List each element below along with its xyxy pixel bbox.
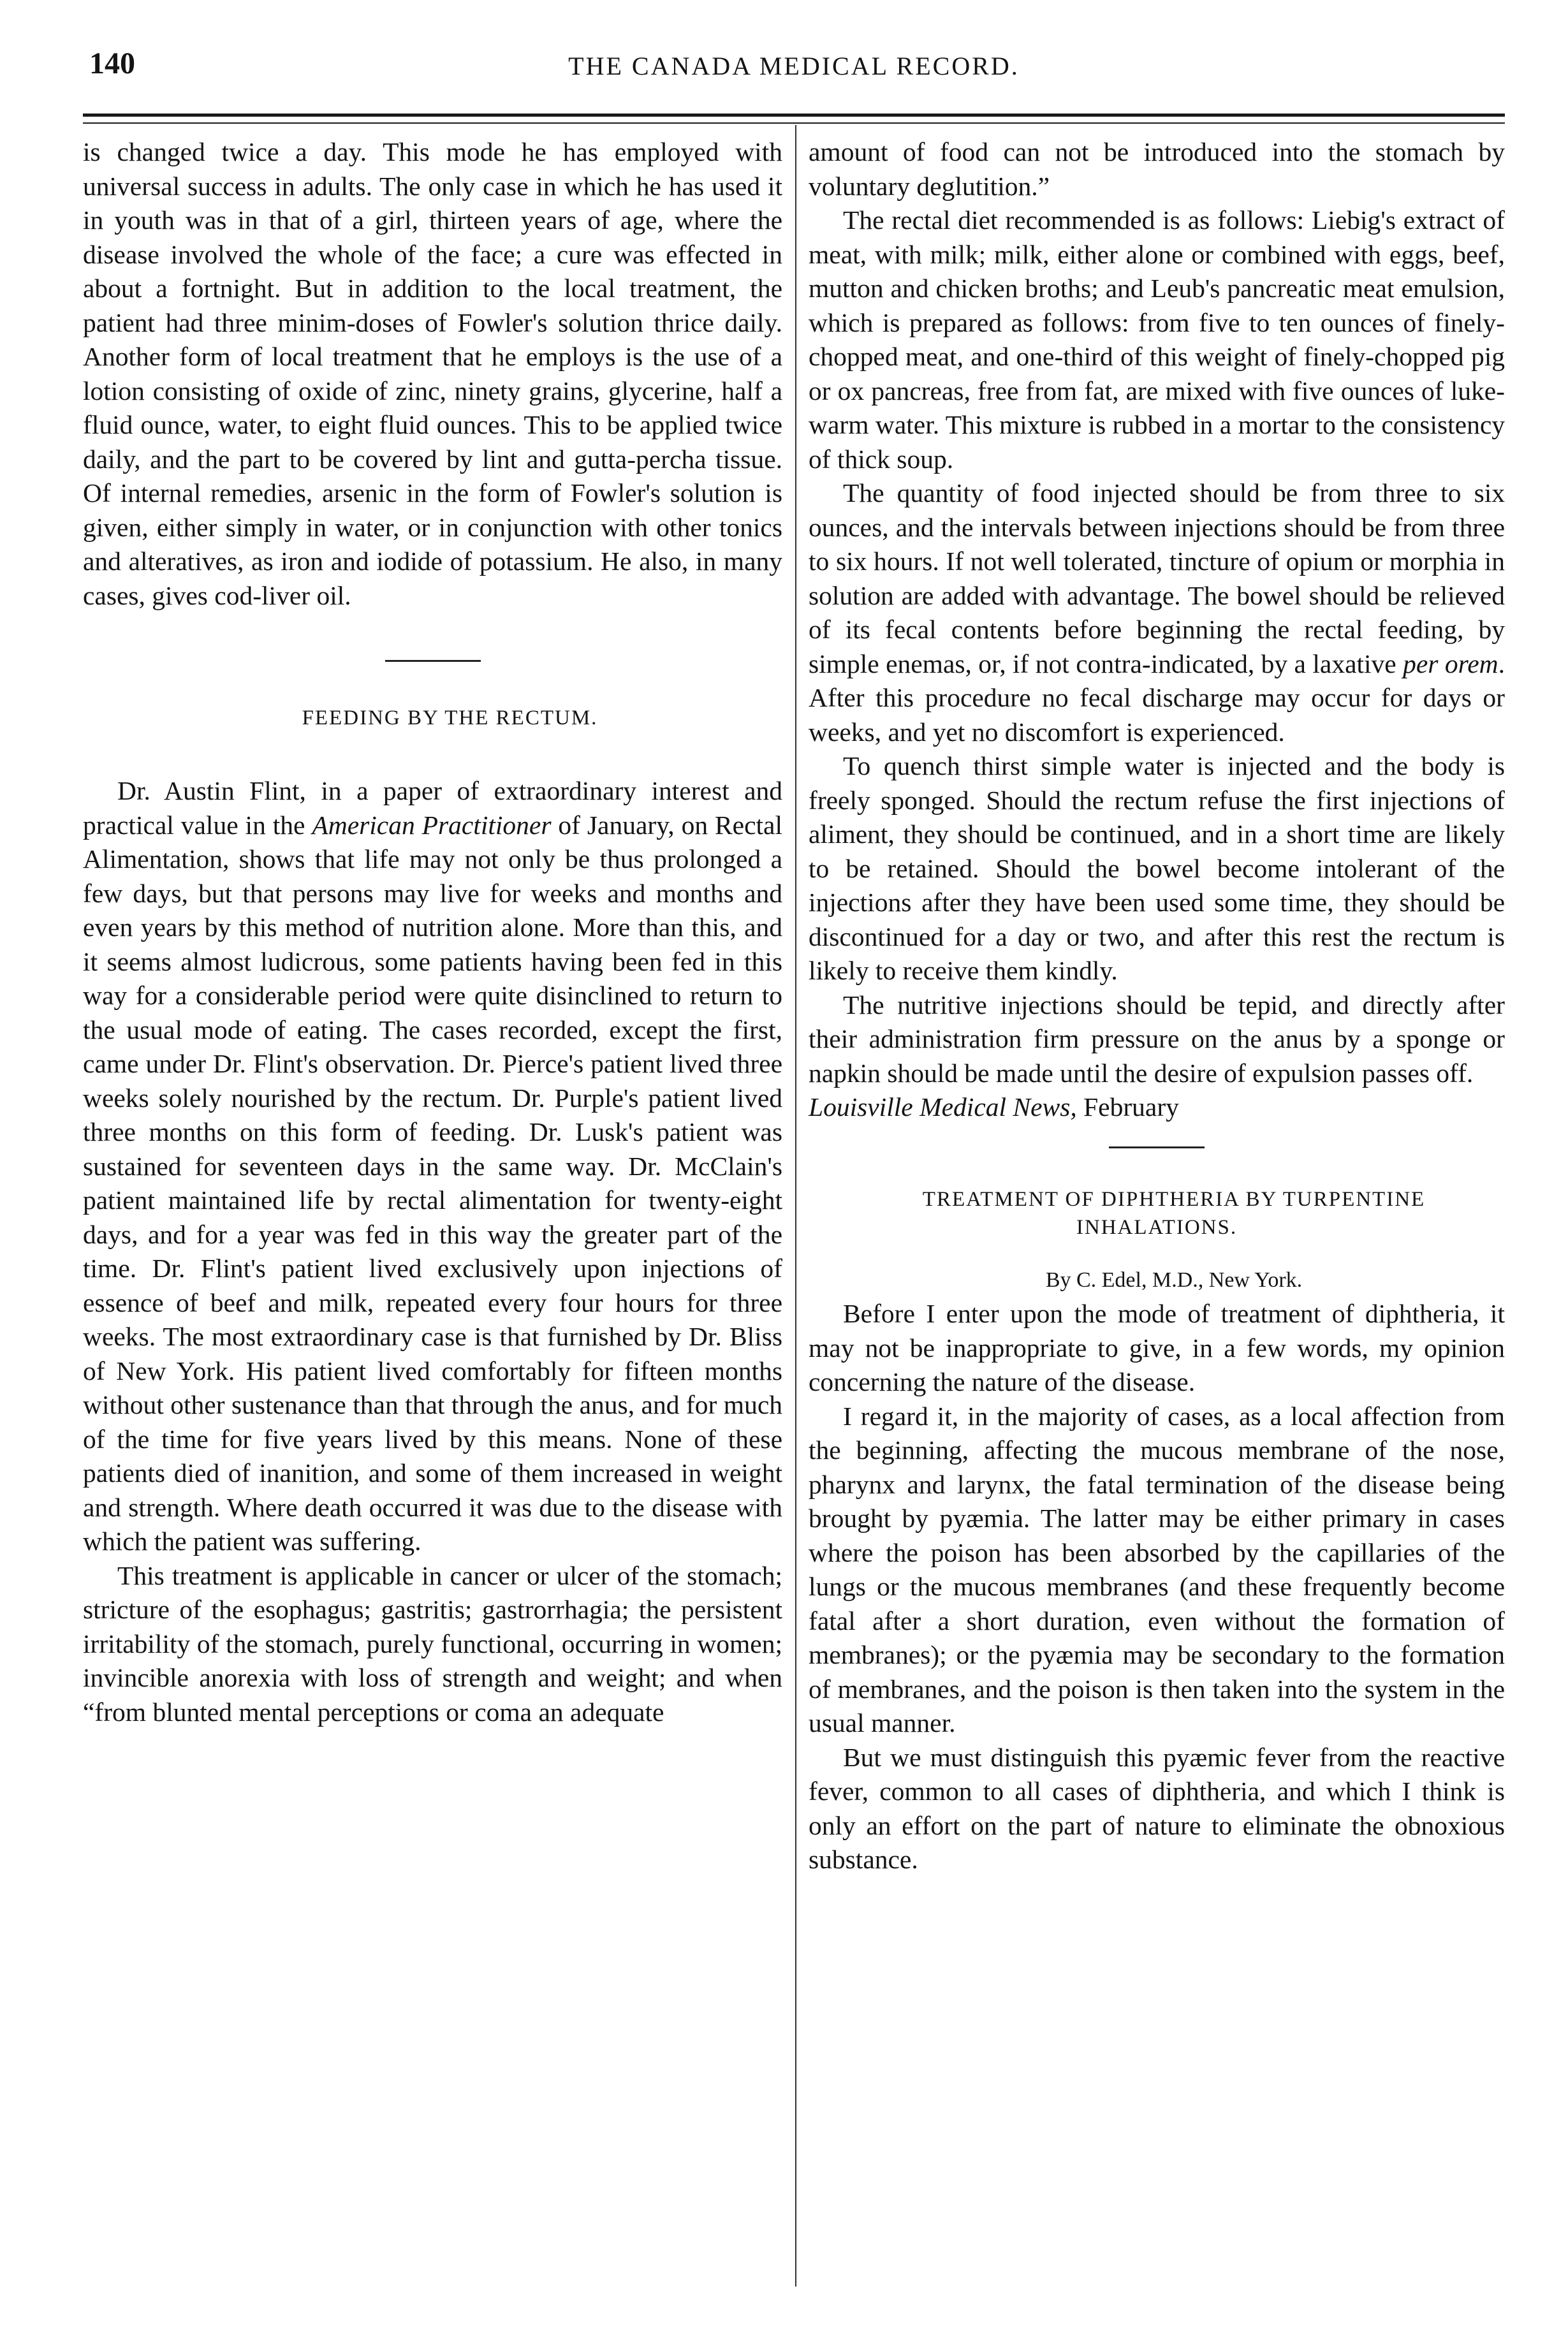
text-run: The quantity of food injected should be from three to six ounces, and the intervals between injections should be from three to six hours. If not well tolerated, tincture of opium or morphia in solution are added with advantage. The bowel should be relieved of its fecal contents before beginning the rectal feeding, by simple enemas, or, if not contra-indicated, by a laxative — [809, 478, 1505, 678]
paragraph — [83, 774, 782, 1559]
header-rule-thin — [83, 122, 1505, 124]
paragraph: The rectal diet recommended is as follows: Liebig's extract of meat, with milk; milk, either alone or combined with eggs, beef, mutton and chicken broths; and Leub's pancreatic meat emulsion, which is prepared as follows: from five to ten ounces of finely-chopped meat, and one-third of this weight of finely-chopped pig or ox pancreas, free from fat, are mixed with five ounces of luke-warm water. This mixture is rubbed in a mortar to the consistency of thick soup. — [809, 205, 1505, 474]
column-divider — [795, 125, 796, 2287]
paragraph: The nutritive injections should be tepid, and directly after their administration firm pressure on the anus by a sponge or napkin should be made until the desire of expulsion passes off. — [809, 990, 1505, 1088]
section-separator — [385, 660, 481, 662]
text-run: Dr. Austin Flint, in a paper of extraordinary interest and practical value in the — [83, 776, 782, 840]
text-run: of January, on Rectal Alimentation, shows that life may not only be thus prolonged a few days, but that persons may live for weeks and months and even years by this method of nutrition alone. More than this, and it seems almost ludicrous, some patients having been fed in this way for a considerable period were quite disinclined to return to the usual mode of eating. The cases recorded, except the first, came under Dr. Flint's observation. Dr. Pierce's patient lived three weeks solely nourished by the rectum. Dr. Purple's patient lived three months on this form of feeding. Dr. Lusk's patient was sustained for seventeen days in the same way. Dr. McClain's patient maintained life by rectal alimentation for twenty-eight days, and for a year was fed in this way the greater part of the time. Dr. Flint's patient lived exclusively upon injections of essence of beef and milk, repeated every four hours for three weeks. The most extraordinary case is that furnished by Dr. Bliss of New York. His patient lived comfortably for fifteen months without other sustenance than that through the anus, and for much of the time for five years lived by this means. None of these patients died of inanition, and some of them increased in weight and strength. Where death occurred it was due to the disease with which the patient was suffering. — [83, 810, 782, 1556]
heading-line-1: TREATMENT OF DIPHTHERIA BY TURPENTINE — [922, 1187, 1426, 1211]
paragraph: This treatment is applicable in cancer or ulcer of the stomach; stricture of the esophagus; gastritis; gastrorrhagia; the persistent irritability of the stomach, purely functional, occurring in women; invincible anorexia with loss of strength and weight; and when “from blunted mental perceptions or coma an adequate — [83, 1560, 782, 1727]
header-rule-thick — [83, 113, 1505, 117]
byline: By C. Edel, M.D., New York. — [1045, 1268, 1303, 1292]
running-title: THE CANADA MEDICAL RECORD. — [568, 52, 1020, 80]
paragraph-continued: is changed twice a day. This mode he has employed with universal success in adults. The only case in which he has used it in youth was in that of a girl, thirteen years of age, where the disease involved the whole of the face; a cure was effected in about a fortnight. But in addition to the local treatment, the patient had three minim-doses of Fowler's solution thrice daily. Another form of local treatment that he employs is the use of a lotion consisting of oxide of zinc, ninety grains, glycerine, half a fluid ounce, water, to eight fluid ounces. This to be applied twice daily, and the part to be covered by lint and gutta-percha tissue. Of internal remedies, arsenic in the form of Fowler's solution is given, either simply in water, or in conjunction with other tonics and alteratives, as iron and iodide of potassium. He also, in many cases, gives cod-liver oil. — [83, 137, 782, 610]
section-heading-feeding-by-rectum: FEEDING BY THE RECTUM. — [302, 706, 598, 729]
paragraph: I regard it, in the majority of cases, as a local affection from the beginning, affecting the mucous membrane of the nose, pharynx and larynx, the fatal termination of the disease being brought by pyæmia. The latter may be either primary in cases where the poison has been absorbed by the capillaries of the lungs or the mucous membranes (and these frequently become fatal after a short duration, even without the formation of membranes); or the pyæmia may be secondary to the formation of membranes, and the poison is then taken into the system in the usual manner. — [809, 1401, 1505, 1738]
heading-line-2: INHALATIONS. — [1076, 1215, 1238, 1239]
latin-phrase: per orem — [1403, 648, 1498, 678]
paragraph: To quench thirst simple water is injected and the body is freely sponged. Should the rectum refuse the first injections of aliment, they should be continued, and in a short time are likely to be retained. Should the bowel become intolerant of the injections after they have been used some time, they should be discontinued for a day or two, and after this rest the rectum is likely to receive them kindly. — [809, 751, 1505, 985]
left-column — [83, 135, 782, 1729]
right-column — [809, 135, 1505, 1877]
section-separator — [1109, 1146, 1205, 1148]
paragraph: Before I enter upon the mode of treatment of diphtheria, it may not be inappropriate to give, in a few words, my opinion concerning the nature of the disease. — [809, 1299, 1505, 1396]
journal-title: American Practitioner — [312, 810, 552, 840]
page-number: 140 — [89, 47, 135, 80]
text-run: . After this procedure no fecal discharge may occur for days or weeks, and yet no discomfort is experienced. — [809, 648, 1506, 747]
source-citation — [809, 1090, 1505, 1125]
paragraph-continued: amount of food can not be introduced into the stomach by voluntary deglutition.” — [809, 137, 1505, 201]
page-header — [83, 46, 1505, 97]
paragraph: But we must distinguish this pyæmic fever from the reactive fever, common to all cases of diphtheria, and which I think is only an effort on the part of nature to eliminate the obnoxious substance. — [809, 1742, 1505, 1874]
source-month: February — [1076, 1092, 1179, 1122]
source-journal: Louisville Medical News, — [809, 1092, 1077, 1122]
paragraph — [809, 476, 1505, 749]
section-heading-diphtheria — [809, 1185, 1505, 1241]
